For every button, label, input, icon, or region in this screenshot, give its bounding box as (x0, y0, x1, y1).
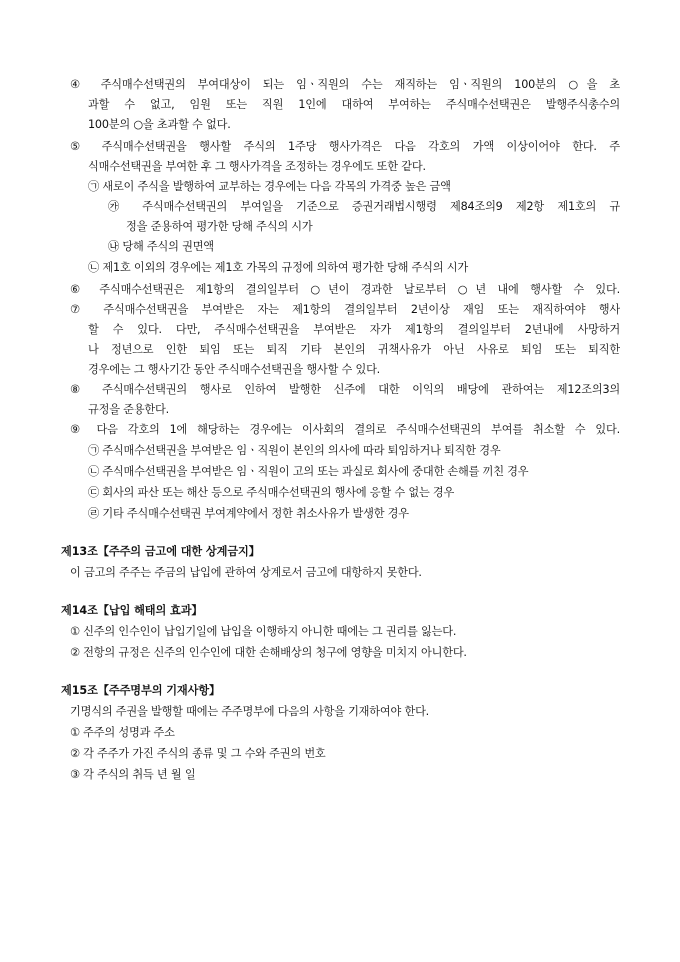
paragraph-9-item-d: ㉣ 기타 주식매수선택권 부여계약에서 정한 취소사유가 발생한 경우 (88, 507, 409, 520)
paragraph-8-line-1: ⑧ 주식매수선택권의 행사로 인하여 발행한 신주에 대한 이익의 배당에 관하여는 제12조의3의 (70, 383, 620, 396)
article-14-paragraph-1: ① 신주의 인수인이 납입기일에 납입을 이행하지 아니한 때에는 그 권리를 잃는다. (70, 625, 457, 638)
paragraph-5-item-a: ㉠ 새로이 주식을 발행하여 교부하는 경우에는 다음 각목의 가격중 높은 금액 (88, 180, 451, 193)
paragraph-9-item-b: ㉡ 주식매수선택권을 부여받은 임ㆍ직원이 고의 또는 과실로 회사에 중대한 손해를 끼친 경우 (88, 465, 529, 478)
paragraph-5-line-1: ⑤ 주식매수선택권을 행사할 주식의 1주당 행사가격은 다음 각호의 가액 이상이어야 한다. 주 (70, 140, 620, 153)
paragraph-7-line-3: 나 정년으로 인한 퇴임 또는 퇴직 기타 본인의 귀책사유가 아닌 사유로 퇴임 또는 퇴직한 (88, 343, 620, 356)
article-15-item-1: ① 주주의 성명과 주소 (70, 726, 175, 739)
article-14-heading: 제14조【납입 해태의 효과】 (61, 604, 203, 617)
paragraph-4-line-3: 100분의 ○을 초과할 수 없다. (88, 118, 231, 131)
paragraph-7-line-1: ⑦ 주식매수선택권을 부여받은 자는 제1항의 결의일부터 2년이상 재임 또는 재직하여야 행사 (70, 303, 620, 316)
paragraph-5-item-a-ga-line-2: 정을 준용하여 평가한 당해 주식의 시가 (126, 220, 313, 233)
paragraph-5-item-a-na: ㉯ 당해 주식의 권면액 (108, 240, 214, 253)
paragraph-6: ⑥ 주식매수선택권은 제1항의 결의일부터 ○년이 경과한 날로부터 ○년 내에 행사할 수 있다. (70, 283, 620, 296)
article-15-heading: 제15조【주주명부의 기재사항】 (61, 684, 221, 697)
paragraph-5-line-2: 식매수선택권을 부여한 후 그 행사가격을 조정하는 경우에도 또한 같다. (88, 160, 426, 173)
article-15-item-3: ③ 각 주식의 취득 년 월 일 (70, 768, 196, 781)
article-15-intro: 기명식의 주권을 발행할 때에는 주주명부에 다음의 사항을 기재하여야 한다. (70, 705, 430, 718)
paragraph-7-line-4: 경우에는 그 행사기간 동안 주식매수선택권을 행사할 수 있다. (88, 363, 381, 376)
paragraph-9-item-a: ㉠ 주식매수선택권을 부여받은 임ㆍ직원이 본인의 의사에 따라 퇴임하거나 퇴직한 경우 (88, 444, 501, 457)
article-13-body: 이 금고의 주주는 주금의 납입에 관하여 상계로서 금고에 대항하지 못한다. (70, 566, 422, 579)
article-14-paragraph-2: ② 전항의 규정은 신주의 인수인에 대한 손해배상의 청구에 영향을 미치지 아니한다. (70, 646, 467, 659)
article-13-heading: 제13조【주주의 금고에 대한 상계금지】 (61, 545, 260, 558)
paragraph-4-line-1: ④ 주식매수선택권의 부여대상이 되는 임ㆍ직원의 수는 재직하는 임ㆍ직원의 100분의 ○을 초 (70, 78, 620, 91)
paragraph-5-item-a-ga-line-1: ㉮ 주식매수선택권의 부여일을 기준으로 증권거래법시행령 제84조의9 제2항 제1호의 규 (108, 200, 620, 213)
paragraph-9-item-c: ㉢ 회사의 파산 또는 해산 등으로 주식매수선택권의 행사에 응할 수 없는 경우 (88, 486, 455, 499)
paragraph-5-item-b: ㉡ 제1호 이외의 경우에는 제1호 가목의 규정에 의하여 평가한 당해 주식의 시가 (88, 261, 468, 274)
paragraph-9: ⑨ 다음 각호의 1에 해당하는 경우에는 이사회의 결의로 주식매수선택권의 부여를 취소할 수 있다. (70, 423, 620, 436)
paragraph-8-line-2: 규정을 준용한다. (88, 403, 169, 416)
article-15-item-2: ② 각 주주가 가진 주식의 종류 및 그 수와 주권의 번호 (70, 747, 326, 760)
paragraph-7-line-2: 할 수 있다. 다만, 주식매수선택권을 부여받은 자가 제1항의 결의일부터 2년내에 사망하거 (88, 323, 620, 336)
paragraph-4-line-2: 과할 수 없고, 임원 또는 직원 1인에 대하여 부여하는 주식매수선택권은 발행주식총수의 (88, 98, 620, 111)
